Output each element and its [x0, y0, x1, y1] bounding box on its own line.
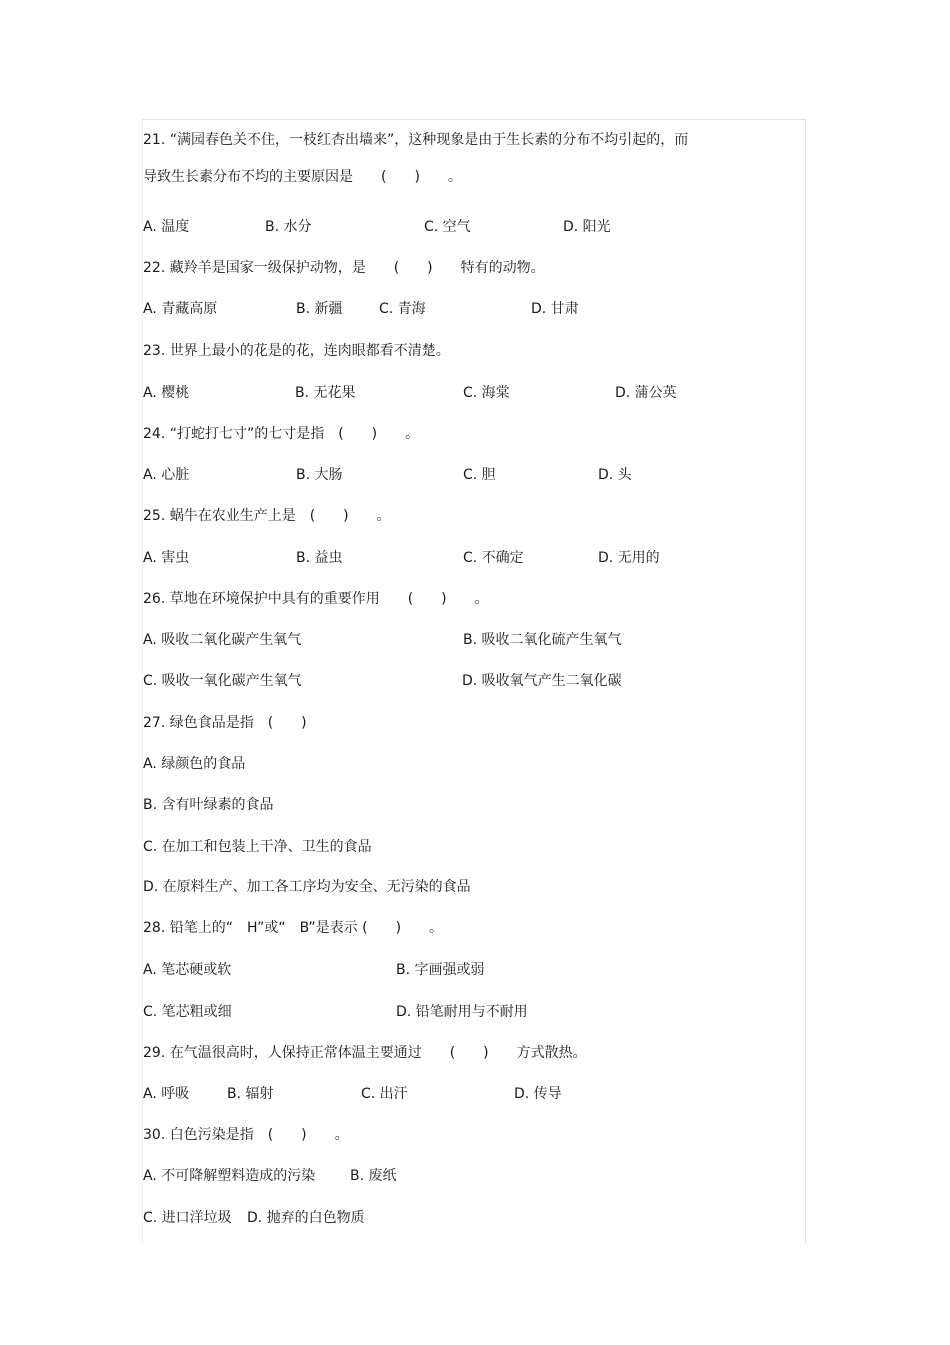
question-23-option-a: A. 樱桃	[143, 385, 190, 401]
question-23-option-d: D. 蒲公英	[615, 385, 677, 401]
question-29-line-1: 29. 在气温很高时，人保持正常体温主要通过 ( ) 方式散热。	[143, 1045, 587, 1061]
question-24-option-d: D. 头	[598, 467, 632, 483]
question-25-option-c: C. 不确定	[463, 550, 524, 566]
question-30-option-b: B. 废纸	[350, 1168, 397, 1184]
question-22-option-b: B. 新疆	[296, 301, 343, 317]
question-27-option-c: C. 在加工和包装上干净、卫生的食品	[143, 839, 372, 855]
question-24-line-1: 24. “打蛇打七寸”的七寸是指 ( ) 。	[143, 426, 420, 442]
question-21-option-d: D. 阳光	[563, 219, 611, 235]
question-22-option-c: C. 青海	[379, 301, 426, 317]
question-25-option-d: D. 无用的	[598, 550, 660, 566]
question-26-option-a: A. 吸收二氧化碳产生氧气	[143, 632, 302, 648]
question-21-line-1: 21. “满园春色关不住，一枝红杏出墙来”，这种现象是由于生长素的分布不均引起的，而	[143, 132, 689, 148]
question-21-option-a: A. 温度	[143, 219, 190, 235]
question-30-line-1: 30. 白色污染是指 ( ) 。	[143, 1127, 349, 1143]
question-29-option-b: B. 辐射	[227, 1086, 274, 1102]
question-25-line-1: 25. 蜗牛在农业生产上是 ( ) 。	[143, 508, 391, 524]
question-22-option-a: A. 青藏高原	[143, 301, 218, 317]
question-28-line-1: 28. 铅笔上的“ H”或“ B”是表示 ( ) 。	[143, 920, 444, 936]
question-23-option-c: C. 海棠	[463, 385, 510, 401]
question-24-option-a: A. 心脏	[143, 467, 190, 483]
question-25-option-a: A. 害虫	[143, 550, 190, 566]
question-28-option-b: B. 字画强或弱	[396, 962, 485, 978]
question-23-option-b: B. 无花果	[295, 385, 356, 401]
question-27-option-a: A. 绿颜色的食品	[143, 756, 246, 772]
question-27-option-b: B. 含有叶绿素的食品	[143, 797, 274, 813]
question-24-option-b: B. 大肠	[296, 467, 343, 483]
question-26-option-d: D. 吸收氧气产生二氧化碳	[462, 673, 622, 689]
question-25-option-b: B. 益虫	[296, 550, 343, 566]
question-26-line-1: 26. 草地在环境保护中具有的重要作用 ( ) 。	[143, 591, 489, 607]
question-30-option-c: C. 进口洋垃圾	[143, 1210, 232, 1226]
question-27-line-1: 27. 绿色食品是指 ( )	[143, 715, 307, 731]
question-22-line-1: 22. 藏羚羊是国家一级保护动物，是 ( ) 特有的动物。	[143, 260, 545, 276]
question-21-option-b: B. 水分	[265, 219, 312, 235]
question-29-option-d: D. 传导	[514, 1086, 562, 1102]
question-29-option-a: A. 呼吸	[143, 1086, 190, 1102]
question-23-line-1: 23. 世界上最小的花是的花，连肉眼都看不清楚。	[143, 343, 450, 359]
question-29-option-c: C. 出汗	[361, 1086, 408, 1102]
question-26-option-c: C. 吸收一氧化碳产生氧气	[143, 673, 302, 689]
question-30-option-d: D. 抛弃的白色物质	[247, 1210, 365, 1226]
question-27-option-d: D. 在原料生产、加工各工序均为安全、无污染的食品	[143, 879, 471, 895]
question-26-option-b: B. 吸收二氧化硫产生氧气	[463, 632, 622, 648]
question-21-option-c: C. 空气	[424, 219, 471, 235]
question-28-option-d: D. 铅笔耐用与不耐用	[396, 1004, 528, 1020]
question-28-option-a: A. 笔芯硬或软	[143, 962, 232, 978]
question-22-option-d: D. 甘肃	[531, 301, 579, 317]
question-21-line-2: 导致生长素分布不均的主要原因是 ( ) 。	[143, 169, 462, 185]
question-30-option-a: A. 不可降解塑料造成的污染	[143, 1168, 316, 1184]
question-28-option-c: C. 笔芯粗或细	[143, 1004, 232, 1020]
question-24-option-c: C. 胆	[463, 467, 496, 483]
